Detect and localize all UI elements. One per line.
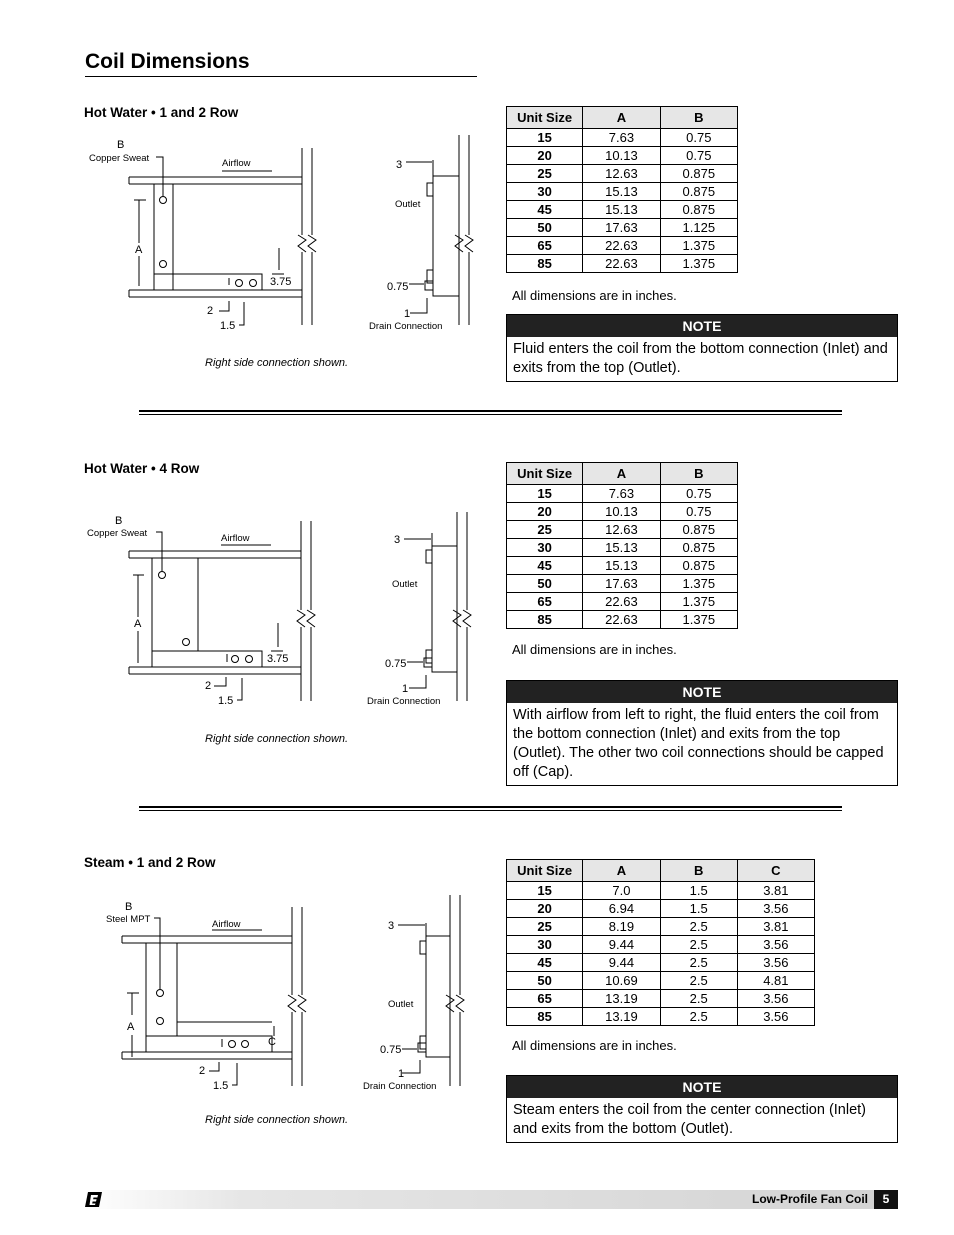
label-1: 1	[404, 308, 411, 320]
note-box	[506, 314, 898, 382]
cell-unit-size: 15	[507, 129, 583, 147]
cell-unit-size: 50	[507, 219, 583, 237]
cell-unit-size: 25	[507, 165, 583, 183]
cell-b: 1.5	[660, 900, 737, 918]
cell-a: 10.13	[583, 147, 660, 165]
cell-a: 10.69	[583, 972, 660, 990]
label-3: 3	[394, 534, 401, 546]
label-1-5: 1.5	[218, 695, 234, 707]
cell-unit-size: 20	[507, 503, 583, 521]
col-header-a: A	[583, 107, 660, 129]
cell-b: 0.875	[660, 165, 737, 183]
cell-b: 0.75	[660, 147, 737, 165]
cell-b: 0.875	[660, 201, 737, 219]
cell-a: 15.13	[583, 183, 660, 201]
cell-unit-size: 20	[507, 900, 583, 918]
label-0-75: 0.75	[380, 1044, 402, 1056]
cell-unit-size: 65	[507, 990, 583, 1008]
col-header-b: B	[660, 107, 737, 129]
label-0-75: 0.75	[385, 658, 407, 670]
cell-b: 0.875	[660, 539, 737, 557]
table-row	[507, 972, 815, 990]
label-airflow: Airflow	[222, 158, 251, 169]
cell-a: 10.13	[583, 503, 660, 521]
table-row	[507, 165, 738, 183]
cell-b: 2.5	[660, 918, 737, 936]
note-box	[506, 680, 898, 786]
cell-b: 0.75	[660, 485, 737, 503]
cell-a: 8.19	[583, 918, 660, 936]
table-row	[507, 147, 738, 165]
cell-b: 2.5	[660, 990, 737, 1008]
table-row	[507, 521, 738, 539]
diagram-hot-water-4-row	[84, 505, 484, 755]
table-row	[507, 900, 815, 918]
table-row	[507, 219, 738, 237]
dimensions-table-hot-water-4-row	[506, 462, 738, 629]
table-row	[507, 201, 738, 219]
table-footnote: All dimensions are in inches.	[512, 288, 677, 303]
label-airflow: Airflow	[212, 919, 241, 930]
label-steel-mpt: Steel MPT	[106, 914, 151, 925]
cell-unit-size: 20	[507, 147, 583, 165]
table-row	[507, 1008, 815, 1026]
cell-a: 7.63	[583, 485, 660, 503]
label-a: A	[134, 618, 142, 630]
table-row	[507, 954, 815, 972]
cell-a: 13.19	[583, 1008, 660, 1026]
cell-b: 1.375	[660, 237, 737, 255]
label-b: B	[117, 139, 125, 151]
cell-a: 17.63	[583, 575, 660, 593]
label-2: 2	[207, 305, 214, 317]
cell-c: 3.81	[737, 918, 814, 936]
cell-unit-size: 65	[507, 237, 583, 255]
label-drain-connection: Drain Connection	[369, 321, 443, 332]
cell-a: 22.63	[583, 237, 660, 255]
label-1-5: 1.5	[220, 320, 236, 332]
table-footnote: All dimensions are in inches.	[512, 642, 677, 657]
label-c: C	[268, 1036, 276, 1048]
label-copper-sweat: Copper Sweat	[89, 153, 150, 164]
cell-a: 17.63	[583, 219, 660, 237]
label-1-5: 1.5	[213, 1080, 229, 1092]
section-title-hot-water-1-2-row: Hot Water • 1 and 2 Row	[84, 105, 239, 120]
label-3: 3	[396, 159, 403, 171]
col-header-unit-size: Unit Size	[507, 463, 583, 485]
label-3: 3	[388, 920, 395, 932]
label-3-75: 3.75	[270, 276, 292, 288]
cell-c: 3.81	[737, 882, 814, 900]
col-header-a: A	[583, 860, 660, 882]
col-header-c: C	[737, 860, 814, 882]
table-row	[507, 936, 815, 954]
cell-a: 13.19	[583, 990, 660, 1008]
label-b: B	[115, 515, 123, 527]
note-body: With airflow from left to right, the fluid enters the coil from the bottom connection (Inlet) and exits from the top (Outlet). The other two coil connections should be capped off (Cap).	[513, 707, 884, 780]
table-row	[507, 129, 738, 147]
diagram-caption: Right side connection shown.	[205, 357, 349, 369]
table-row	[507, 255, 738, 273]
section-divider	[139, 410, 842, 415]
diagram-steam-1-2-row	[84, 890, 484, 1140]
label-outlet: Outlet	[388, 999, 414, 1010]
cell-unit-size: 50	[507, 972, 583, 990]
cell-unit-size: 50	[507, 575, 583, 593]
table-row	[507, 611, 738, 629]
cell-c: 3.56	[737, 900, 814, 918]
diagram-hot-water-1-2-row	[84, 130, 484, 380]
cell-unit-size: 25	[507, 521, 583, 539]
table-row	[507, 183, 738, 201]
cell-unit-size: 45	[507, 557, 583, 575]
cell-b: 0.875	[660, 521, 737, 539]
cell-a: 15.13	[583, 201, 660, 219]
page-number: 5	[874, 1190, 898, 1209]
label-a: A	[135, 244, 143, 256]
cell-unit-size: 15	[507, 882, 583, 900]
cell-a: 12.63	[583, 165, 660, 183]
cell-b: 1.375	[660, 593, 737, 611]
cell-a: 12.63	[583, 521, 660, 539]
cell-unit-size: 85	[507, 1008, 583, 1026]
col-header-unit-size: Unit Size	[507, 107, 583, 129]
cell-unit-size: 85	[507, 611, 583, 629]
table-row	[507, 557, 738, 575]
cell-a: 22.63	[583, 593, 660, 611]
section-title-steam-1-2-row: Steam • 1 and 2 Row	[84, 855, 216, 870]
table-row	[507, 593, 738, 611]
label-drain-connection: Drain Connection	[363, 1081, 437, 1092]
label-copper-sweat: Copper Sweat	[87, 528, 148, 539]
note-box	[506, 1075, 898, 1143]
label-1: 1	[402, 683, 409, 695]
title-rule	[85, 76, 477, 77]
label-airflow: Airflow	[221, 533, 250, 544]
cell-b: 1.375	[660, 255, 737, 273]
label-outlet: Outlet	[392, 579, 418, 590]
section-title-hot-water-4-row: Hot Water • 4 Row	[84, 461, 200, 476]
cell-b: 1.5	[660, 882, 737, 900]
table-row	[507, 539, 738, 557]
cell-b: 0.75	[660, 503, 737, 521]
cell-c: 3.56	[737, 1008, 814, 1026]
cell-unit-size: 30	[507, 183, 583, 201]
cell-a: 15.13	[583, 539, 660, 557]
diagram-caption: Right side connection shown.	[205, 1114, 349, 1126]
cell-a: 9.44	[583, 936, 660, 954]
cell-b: 1.375	[660, 611, 737, 629]
cell-b: 1.375	[660, 575, 737, 593]
page-title: Coil Dimensions	[85, 50, 250, 73]
cell-b: 1.125	[660, 219, 737, 237]
note-header: NOTE	[507, 315, 897, 337]
cell-c: 3.56	[737, 990, 814, 1008]
table-row	[507, 503, 738, 521]
col-header-b: B	[660, 860, 737, 882]
cell-a: 9.44	[583, 954, 660, 972]
footer-product-name: Low-Profile Fan Coil	[752, 1192, 868, 1206]
cell-a: 22.63	[583, 255, 660, 273]
cell-b: 2.5	[660, 936, 737, 954]
note-body: Steam enters the coil from the center connection (Inlet) and exits from the bottom (Outlet).	[513, 1102, 867, 1137]
cell-a: 22.63	[583, 611, 660, 629]
diagram-caption: Right side connection shown.	[205, 733, 349, 745]
dimensions-table-steam-1-2-row	[506, 859, 815, 1026]
table-row	[507, 882, 815, 900]
note-header: NOTE	[507, 681, 897, 703]
cell-c: 3.56	[737, 954, 814, 972]
table-row	[507, 575, 738, 593]
table-footnote: All dimensions are in inches.	[512, 1038, 677, 1053]
cell-unit-size: 15	[507, 485, 583, 503]
cell-unit-size: 25	[507, 918, 583, 936]
cell-c: 3.56	[737, 936, 814, 954]
col-header-b: B	[660, 463, 737, 485]
note-header: NOTE	[507, 1076, 897, 1098]
cell-unit-size: 30	[507, 539, 583, 557]
label-drain-connection: Drain Connection	[367, 696, 441, 707]
col-header-a: A	[583, 463, 660, 485]
cell-b: 0.875	[660, 183, 737, 201]
cell-b: 0.75	[660, 129, 737, 147]
cell-a: 15.13	[583, 557, 660, 575]
label-2: 2	[199, 1065, 206, 1077]
table-row	[507, 990, 815, 1008]
col-header-unit-size: Unit Size	[507, 860, 583, 882]
table-row	[507, 237, 738, 255]
cell-b: 2.5	[660, 1008, 737, 1026]
label-3-75: 3.75	[267, 653, 289, 665]
cell-unit-size: 85	[507, 255, 583, 273]
note-body: Fluid enters the coil from the bottom connection (Inlet) and exits from the top (Outlet).	[513, 341, 888, 376]
dimensions-table-hot-water-1-2-row	[506, 106, 738, 273]
label-1: 1	[398, 1068, 405, 1080]
cell-b: 0.875	[660, 557, 737, 575]
company-logo-icon	[84, 1191, 104, 1208]
label-a: A	[127, 1021, 135, 1033]
table-row	[507, 918, 815, 936]
section-divider	[139, 806, 842, 811]
cell-a: 6.94	[583, 900, 660, 918]
cell-b: 2.5	[660, 954, 737, 972]
cell-unit-size: 45	[507, 954, 583, 972]
label-2: 2	[205, 680, 212, 692]
cell-c: 4.81	[737, 972, 814, 990]
label-b: B	[125, 901, 133, 913]
cell-unit-size: 45	[507, 201, 583, 219]
cell-unit-size: 30	[507, 936, 583, 954]
cell-a: 7.0	[583, 882, 660, 900]
label-outlet: Outlet	[395, 199, 421, 210]
cell-unit-size: 65	[507, 593, 583, 611]
cell-a: 7.63	[583, 129, 660, 147]
label-0-75: 0.75	[387, 281, 409, 293]
table-row	[507, 485, 738, 503]
cell-b: 2.5	[660, 972, 737, 990]
